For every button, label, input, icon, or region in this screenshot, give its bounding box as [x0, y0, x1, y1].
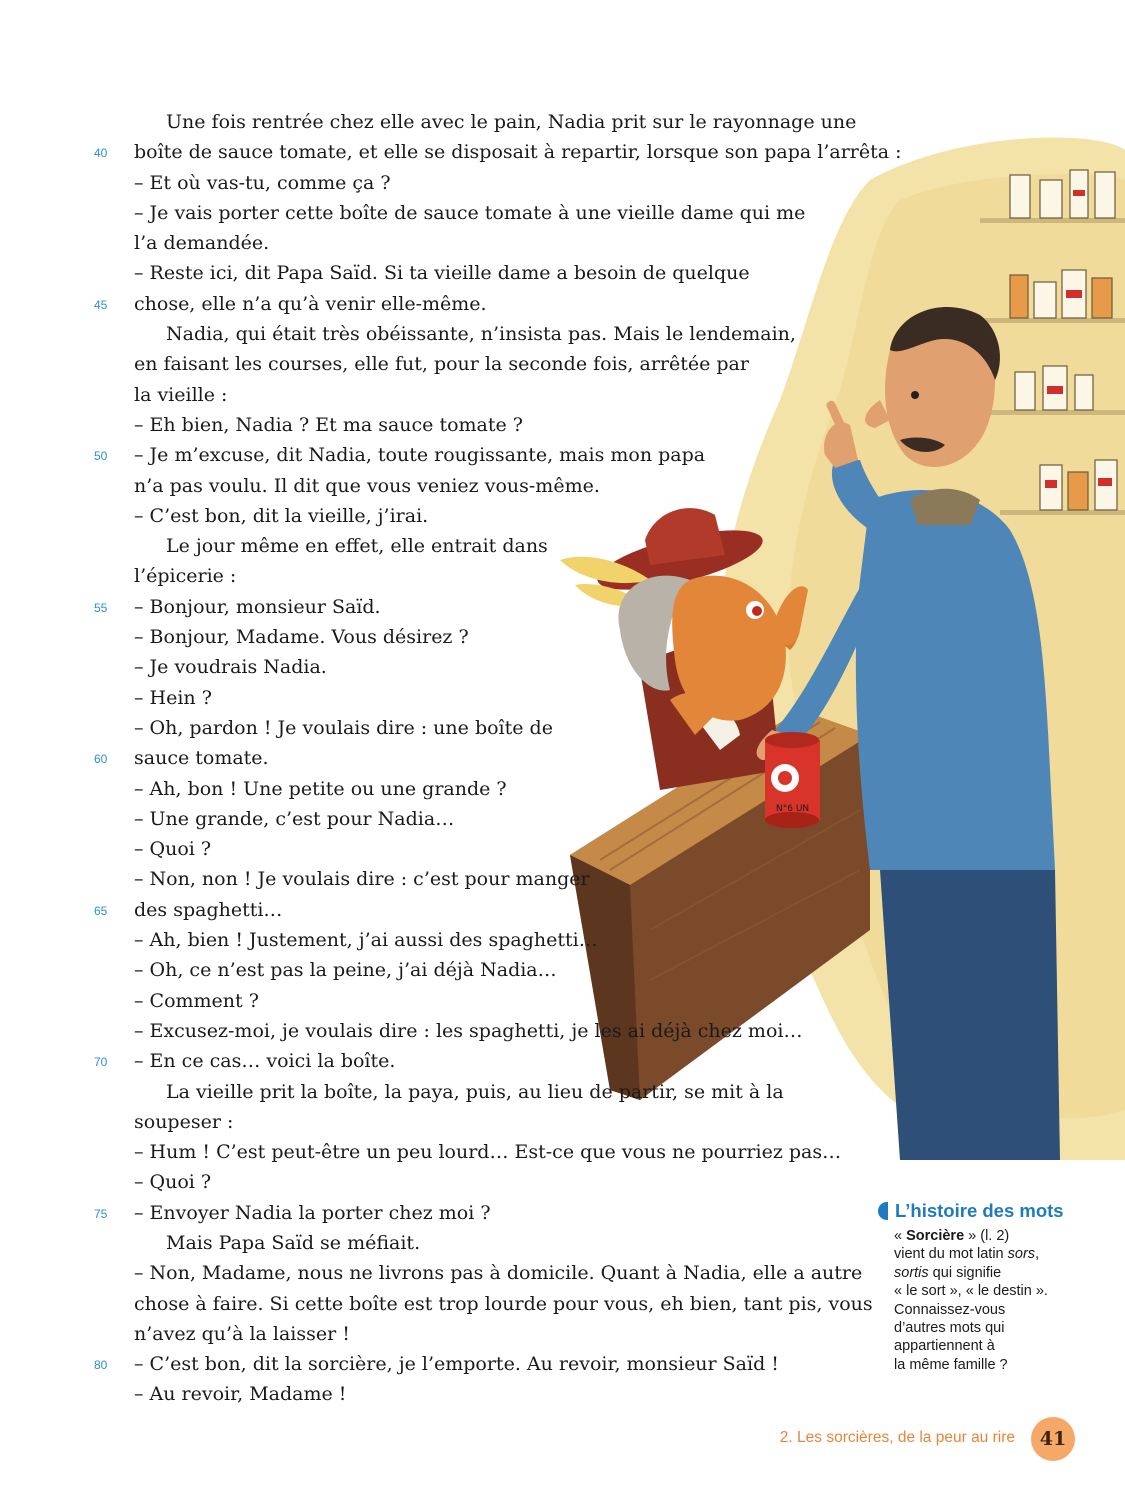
story-line — [0, 168, 840, 198]
story-line — [0, 683, 840, 713]
word-history-box — [878, 1198, 1078, 1374]
story-line — [0, 501, 840, 531]
story-line-text: chose à faire. Si cette boîte est trop lourde pour vous, eh bien, tant pis, vous — [134, 1292, 873, 1315]
story-line-text: – Je m’excuse, dit Nadia, toute rougissante, mais mon papa — [134, 444, 706, 467]
story-line — [0, 531, 840, 561]
story-line — [0, 925, 840, 955]
story-line — [0, 834, 840, 864]
story-line-text: n’a pas voulu. Il dit que vous veniez vous-même. — [134, 474, 600, 497]
story-line — [0, 1167, 840, 1197]
word-history-body — [878, 1227, 1078, 1374]
story-line-text: – Eh bien, Nadia ? Et ma sauce tomate ? — [134, 413, 523, 436]
story-line-text: Le jour même en effet, elle entrait dans — [166, 535, 548, 558]
word-history-line: la même famille ? — [894, 1356, 1008, 1373]
story-line-text: – Quoi ? — [134, 838, 212, 861]
story-line-text: des spaghetti… — [134, 898, 283, 921]
story-line-text: boîte de sauce tomate, et elle se disposait à repartir, lorsque son papa l’arrêta : — [134, 141, 902, 164]
story-line — [0, 561, 840, 591]
story-line-text: – Bonjour, monsieur Saïd. — [134, 595, 381, 618]
story-line-text: Une fois rentrée chez elle avec le pain, Nadia prit sur le rayonnage une — [166, 111, 857, 133]
word-history-title: L’histoire des mots — [878, 1198, 1078, 1224]
story-line-text: – Ah, bon ! Une petite ou une grande ? — [134, 777, 507, 800]
story-line-text: – Une grande, c’est pour Nadia… — [134, 807, 455, 830]
story-line-text: – Au revoir, Madame ! — [134, 1383, 347, 1406]
story-line — [0, 895, 840, 925]
story-line — [0, 592, 840, 622]
story-line — [0, 380, 840, 410]
story-line — [0, 258, 840, 288]
line-number: 80 — [94, 1358, 108, 1373]
story-line — [0, 1289, 873, 1319]
story-text — [0, 107, 902, 1410]
story-line — [0, 349, 840, 379]
word-history-line: vient du mot latin sors, — [894, 1246, 1040, 1263]
word-history-line: Connaissez-vous — [894, 1301, 1006, 1318]
story-line — [0, 1107, 840, 1137]
story-line-text: l’épicerie : — [134, 565, 237, 588]
line-number: 75 — [94, 1206, 108, 1221]
story-line-text: – Reste ici, dit Papa Saïd. Si ta vieille dame a besoin de quelque — [134, 262, 750, 285]
story-line — [0, 440, 840, 470]
story-line — [0, 1046, 840, 1076]
story-line-text: sauce tomate. — [134, 747, 269, 770]
story-line-text: – Hein ? — [134, 686, 212, 709]
story-line-text: – Non, Madame, nous ne livrons pas à domicile. Quant à Nadia, elle a autre — [134, 1262, 863, 1285]
story-line-text: – Non, non ! Je voulais dire : c’est pour manger — [134, 868, 590, 891]
story-line — [0, 1349, 840, 1379]
word-history-line: d’autres mots qui — [894, 1320, 1005, 1337]
story-line-text: n’avez qu’à la laisser ! — [134, 1322, 350, 1345]
story-line — [0, 1077, 840, 1107]
line-number: 70 — [94, 1055, 108, 1070]
story-line — [0, 1228, 840, 1258]
story-line — [0, 713, 840, 743]
story-line — [0, 1137, 840, 1167]
story-line-text: – Excusez-moi, je voulais dire : les spaghetti, je les ai déjà chez moi… — [134, 1019, 803, 1042]
story-line-text: – En ce cas… voici la boîte. — [134, 1050, 396, 1073]
story-line — [0, 864, 840, 894]
story-line — [0, 652, 840, 682]
story-line-text: – Oh, ce n’est pas la peine, j’ai déjà Nadia… — [134, 959, 557, 982]
story-line-text: La vieille prit la boîte, la paya, puis, au lieu de partir, se mit à la — [166, 1080, 784, 1103]
line-number: 55 — [94, 600, 108, 615]
story-line — [0, 1379, 840, 1409]
word-history-line: « le sort », « le destin ». — [894, 1283, 1048, 1300]
story-line-text: Mais Papa Saïd se méfiait. — [166, 1231, 421, 1254]
story-line — [0, 410, 840, 440]
story-line-text: en faisant les courses, elle fut, pour la seconde fois, arrêtée par — [134, 353, 749, 376]
story-line-text: Nadia, qui était très obéissante, n’insista pas. Mais le lendemain, — [166, 323, 796, 346]
story-line-text: – C’est bon, dit la vieille, j’irai. — [134, 504, 429, 527]
story-line-text: – Hum ! C’est peut-être un peu lourd… Est-ce que vous ne pourriez pas… — [134, 1141, 842, 1164]
story-line-text: – Envoyer Nadia la porter chez moi ? — [134, 1201, 491, 1224]
story-line-text: chose, elle n’a qu’à venir elle-même. — [134, 292, 487, 315]
story-line — [0, 471, 840, 501]
line-number: 50 — [94, 449, 108, 464]
story-line — [0, 1198, 840, 1228]
story-line — [0, 774, 840, 804]
story-line-text: l’a demandée. — [134, 232, 270, 255]
word-history-line: appartiennent à — [894, 1338, 995, 1355]
page-number: 41 — [1031, 1417, 1075, 1461]
story-line-text: – Comment ? — [134, 989, 259, 1012]
story-line — [0, 137, 902, 167]
line-number: 40 — [94, 146, 108, 161]
story-line — [0, 955, 840, 985]
word-history-line: « Sorcière » (l. 2) — [894, 1228, 1010, 1244]
line-number: 65 — [94, 903, 108, 918]
story-line — [0, 289, 840, 319]
story-line — [0, 622, 840, 652]
story-line-text: – Je voudrais Nadia. — [134, 656, 327, 679]
story-line-text: – Quoi ? — [134, 1171, 212, 1194]
story-line — [0, 743, 840, 773]
can-label: N°6 UN — [776, 804, 810, 814]
story-line-text: – Oh, pardon ! Je voulais dire : une boîte de — [134, 716, 553, 739]
story-line — [0, 1319, 840, 1349]
chapter-title: 2. Les sorcières, de la peur au rire — [779, 1429, 1015, 1446]
story-line — [0, 986, 840, 1016]
story-line-text: – Ah, bien ! Justement, j’ai aussi des spaghetti… — [134, 929, 598, 952]
story-line-text: – C’est bon, dit la sorcière, je l’emporte. Au revoir, monsieur Saïd ! — [134, 1353, 779, 1376]
story-line — [0, 1016, 840, 1046]
story-line — [0, 1258, 863, 1288]
line-number: 60 — [94, 752, 108, 767]
story-line — [0, 198, 840, 228]
line-number: 45 — [94, 297, 108, 312]
story-line-text: – Bonjour, Madame. Vous désirez ? — [134, 626, 469, 649]
story-line-text: – Et où vas-tu, comme ça ? — [134, 171, 391, 194]
story-line-text: la vieille : — [134, 383, 228, 406]
word-history-line: sortis qui signifie — [894, 1264, 1002, 1281]
story-line — [0, 804, 840, 834]
story-line — [0, 319, 840, 349]
story-line — [0, 107, 857, 137]
story-line-text: soupeser : — [134, 1110, 234, 1133]
story-line — [0, 228, 840, 258]
story-line-text: – Je vais porter cette boîte de sauce tomate à une vieille dame qui me — [134, 201, 806, 224]
